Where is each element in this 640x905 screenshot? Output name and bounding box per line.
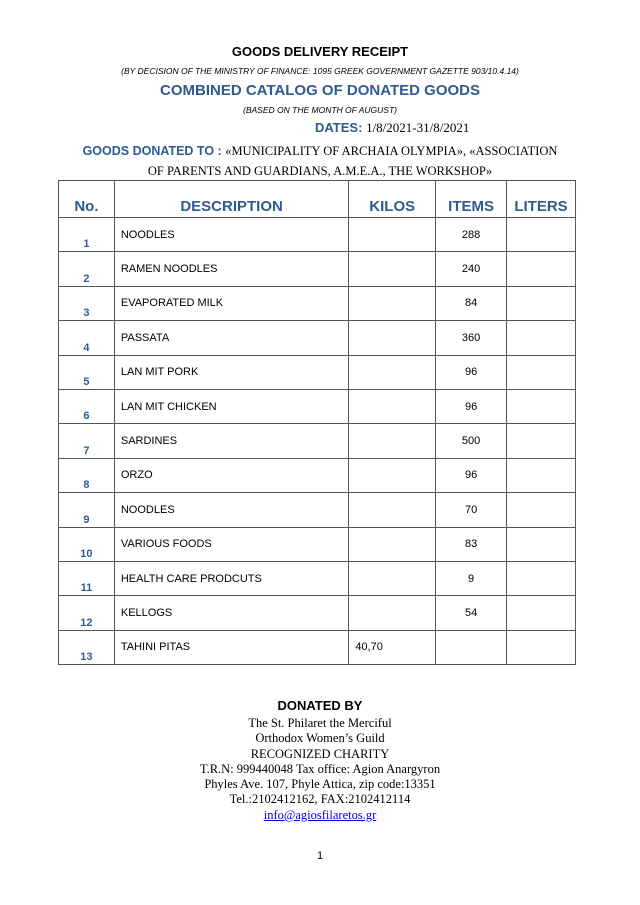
table-row [59,424,576,458]
description-cell: RAMEN NOODLES [114,252,348,286]
description-cell: PASSATA [114,321,348,355]
col-header-description: DESCRIPTION [114,181,348,218]
col-header-kilos: KILOS [349,181,436,218]
kilos-cell [349,321,436,355]
items-cell: 96 [436,355,507,389]
row-number-cell: 10 [59,527,115,561]
donor-email-link[interactable]: info@agiosfilaretos.gr [263,807,377,822]
items-cell: 360 [436,321,507,355]
row-number-cell: 1 [59,218,115,252]
items-cell: 96 [436,458,507,492]
liters-cell [507,389,576,423]
page-number: 1 [316,850,324,862]
donor-line: The St. Philaret the Merciful [248,716,392,730]
kilos-cell [349,527,436,561]
donor-line: T.R.N: 999440048 Tax office: Agion Anargyron [199,761,441,776]
table-row [59,596,576,630]
description-cell: NOODLES [114,493,348,527]
donated-to-line-1 [0,141,640,161]
items-cell: 96 [436,389,507,423]
liters-cell [507,493,576,527]
description-cell: NOODLES [114,218,348,252]
goods-table-body [59,218,576,665]
row-number-cell: 6 [59,389,115,423]
table-row [59,286,576,320]
description-cell: TAHINI PITAS [114,630,348,664]
document-title: GOODS DELIVERY RECEIPT [231,44,409,59]
row-number-cell: 3 [59,286,115,320]
col-header-items: ITEMS [436,181,507,218]
kilos-cell [349,493,436,527]
liters-cell [507,630,576,664]
liters-cell [507,424,576,458]
table-row [59,630,576,664]
row-number-cell: 9 [59,493,115,527]
description-cell: KELLOGS [114,596,348,630]
description-cell: LAN MIT CHICKEN [114,389,348,423]
description-cell: SARDINES [114,424,348,458]
kilos-cell [349,458,436,492]
donated-by-title: DONATED BY [277,698,363,713]
dates-label: DATES: [315,120,363,135]
items-cell: 500 [436,424,507,458]
donor-details [0,716,640,823]
kilos-cell [349,561,436,595]
table-row [59,355,576,389]
kilos-cell [349,252,436,286]
liters-cell [507,458,576,492]
row-number-cell: 13 [59,630,115,664]
table-row [59,561,576,595]
row-number-cell: 7 [59,424,115,458]
dates-line [315,120,469,136]
document-subtitle: (BY DECISION OF THE MINISTRY OF FINANCE: 1095 GREEK GOVERNMENT GAZETTE 903/10.4.14) [121,66,519,76]
kilos-cell [349,424,436,458]
donor-line: Tel.:2102412162, FAX:2102412114 [229,792,411,807]
description-cell: EVAPORATED MILK [114,286,348,320]
description-cell: HEALTH CARE PRODCUTS [114,561,348,595]
liters-cell [507,596,576,630]
description-cell: ORZO [114,458,348,492]
based-on-note: (BASED ON THE MONTH OF AUGUST) [243,105,397,115]
row-number-cell: 5 [59,355,115,389]
table-row [59,218,576,252]
goods-table [58,180,576,665]
row-number-cell: 8 [59,458,115,492]
col-header-liters: LITERS [507,181,576,218]
items-cell: 70 [436,493,507,527]
kilos-cell: 40,70 [349,630,436,664]
row-number-cell: 12 [59,596,115,630]
table-row [59,321,576,355]
items-cell: 9 [436,561,507,595]
liters-cell [507,321,576,355]
kilos-cell [349,218,436,252]
kilos-cell [349,286,436,320]
items-cell: 240 [436,252,507,286]
liters-cell [507,527,576,561]
liters-cell [507,286,576,320]
kilos-cell [349,596,436,630]
donated-to-block [0,141,640,181]
table-header-row [59,181,576,218]
items-cell [436,630,507,664]
items-cell: 83 [436,527,507,561]
donated-to-label: GOODS DONATED TO : [82,144,222,158]
donor-line: Orthodox Women’s Guild [255,731,385,746]
liters-cell [507,561,576,595]
row-number-cell: 2 [59,252,115,286]
table-row [59,252,576,286]
kilos-cell [349,355,436,389]
liters-cell [507,218,576,252]
col-header-no: No. [59,181,115,218]
row-number-cell: 11 [59,561,115,595]
kilos-cell [349,389,436,423]
table-row [59,493,576,527]
items-cell: 54 [436,596,507,630]
table-row [59,389,576,423]
description-cell: VARIOUS FOODS [114,527,348,561]
description-cell: LAN MIT PORK [114,355,348,389]
donated-to-line-2: OF PARENTS AND GUARDIANS, A.M.E.A., THE WORKSHOP» [147,164,493,178]
table-row [59,458,576,492]
liters-cell [507,252,576,286]
donated-to-value-1: «MUNICIPALITY OF ARCHAIA OLYMPIA», «ASSOCIATION [225,144,558,158]
liters-cell [507,355,576,389]
table-row [59,527,576,561]
items-cell: 84 [436,286,507,320]
items-cell: 288 [436,218,507,252]
row-number-cell: 4 [59,321,115,355]
donor-line: RECOGNIZED CHARITY [250,746,390,761]
donor-line: Phyles Ave. 107, Phyle Attica, zip code:13351 [204,777,436,792]
catalog-title: COMBINED CATALOG OF DONATED GOODS [160,82,480,99]
dates-value: 1/8/2021-31/8/2021 [366,120,470,135]
